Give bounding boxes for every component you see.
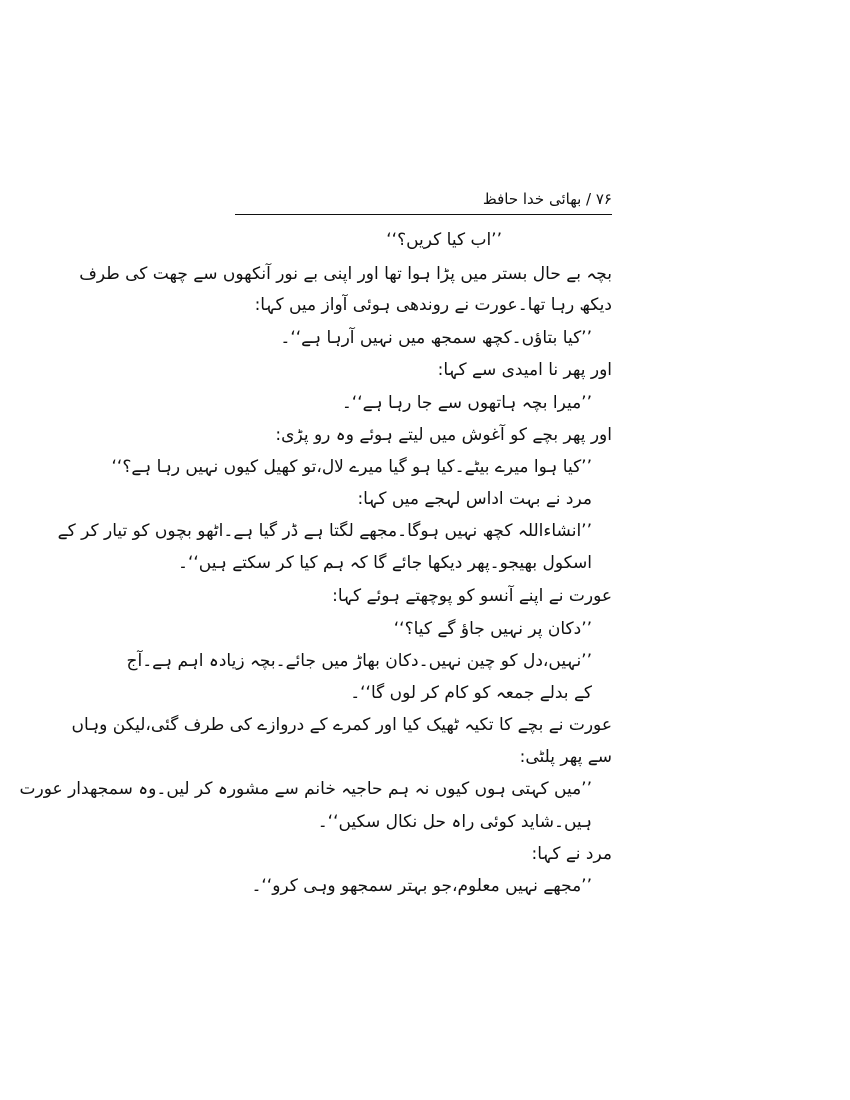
- text-line: ’’میں کہتی ہوں کیوں نہ ہم حاجیہ خانم سے مشورہ کر لیں۔وہ سمجھدار عورت: [19, 779, 592, 799]
- running-head: ۷۶ / بھائی خدا حافظ: [482, 190, 612, 208]
- text-line: ’’مجھے نہیں معلوم،جو بہتر سمجھو وہی کرو‘‘۔: [251, 876, 592, 896]
- text-line: سے پھر پلٹی:: [519, 747, 612, 767]
- text-line: ’’نہیں،دل کو چین نہیں۔دکان بھاڑ میں جائے۔بچہ زیادہ اہم ہے۔آج: [126, 651, 592, 671]
- text-line: مرد نے کہا:: [531, 844, 612, 864]
- text-line: ’’انشاءاللہ کچھ نہیں ہوگا۔مجھے لگتا ہے ڈر گیا ہے۔اٹھو بچوں کو تیار کر کے: [57, 521, 592, 541]
- text-line: کے بدلے جمعہ کو کام کر لوں گا‘‘۔: [350, 683, 592, 703]
- text-line: ’’کیا بتاؤں۔کچھ سمجھ میں نہیں آرہا ہے‘‘۔: [280, 328, 592, 348]
- text-line: دیکھ رہا تھا۔عورت نے روندھی ہوئی آواز میں کہا:: [254, 295, 612, 315]
- text-line: ’’دکان پر نہیں جاؤ گے کیا؟‘‘: [393, 619, 592, 639]
- text-line: اور پھر بچے کو آغوش میں لیتے ہوئے وہ رو پڑی:: [275, 425, 612, 445]
- text-line: مرد نے بہت اداس لہجے میں کہا:: [357, 489, 592, 509]
- text-line: عورت نے بچے کا تکیہ ٹھیک کیا اور کمرے کے دروازے کی طرف گئی،لیکن وہاں: [71, 715, 612, 735]
- text-line: بچہ بے حال بستر میں پڑا ہوا تھا اور اپنی بے نور آنکھوں سے چھت کی طرف: [79, 264, 612, 284]
- text-line: ’’کیا ہوا میرے بیٹے۔کیا ہو گیا میرے لال،تو کھیل کیوں نہیں رہا ہے؟‘‘: [111, 457, 592, 477]
- text-line: عورت نے اپنے آنسو کو پوچھتے ہوئے کہا:: [332, 586, 612, 606]
- text-line: ’’میرا بچہ ہاتھوں سے جا رہا ہے‘‘۔: [341, 393, 592, 413]
- text-line: ’’اب کیا کریں؟‘‘: [386, 230, 502, 250]
- text-line: اسکول بھیجو۔پھر دیکھا جائے گا کہ ہم کیا کر سکتے ہیں‘‘۔: [178, 553, 592, 573]
- text-line: ہیں۔شاید کوئی راہ حل نکال سکیں‘‘۔: [317, 812, 592, 832]
- text-line: اور پھر نا امیدی سے کہا:: [437, 360, 612, 380]
